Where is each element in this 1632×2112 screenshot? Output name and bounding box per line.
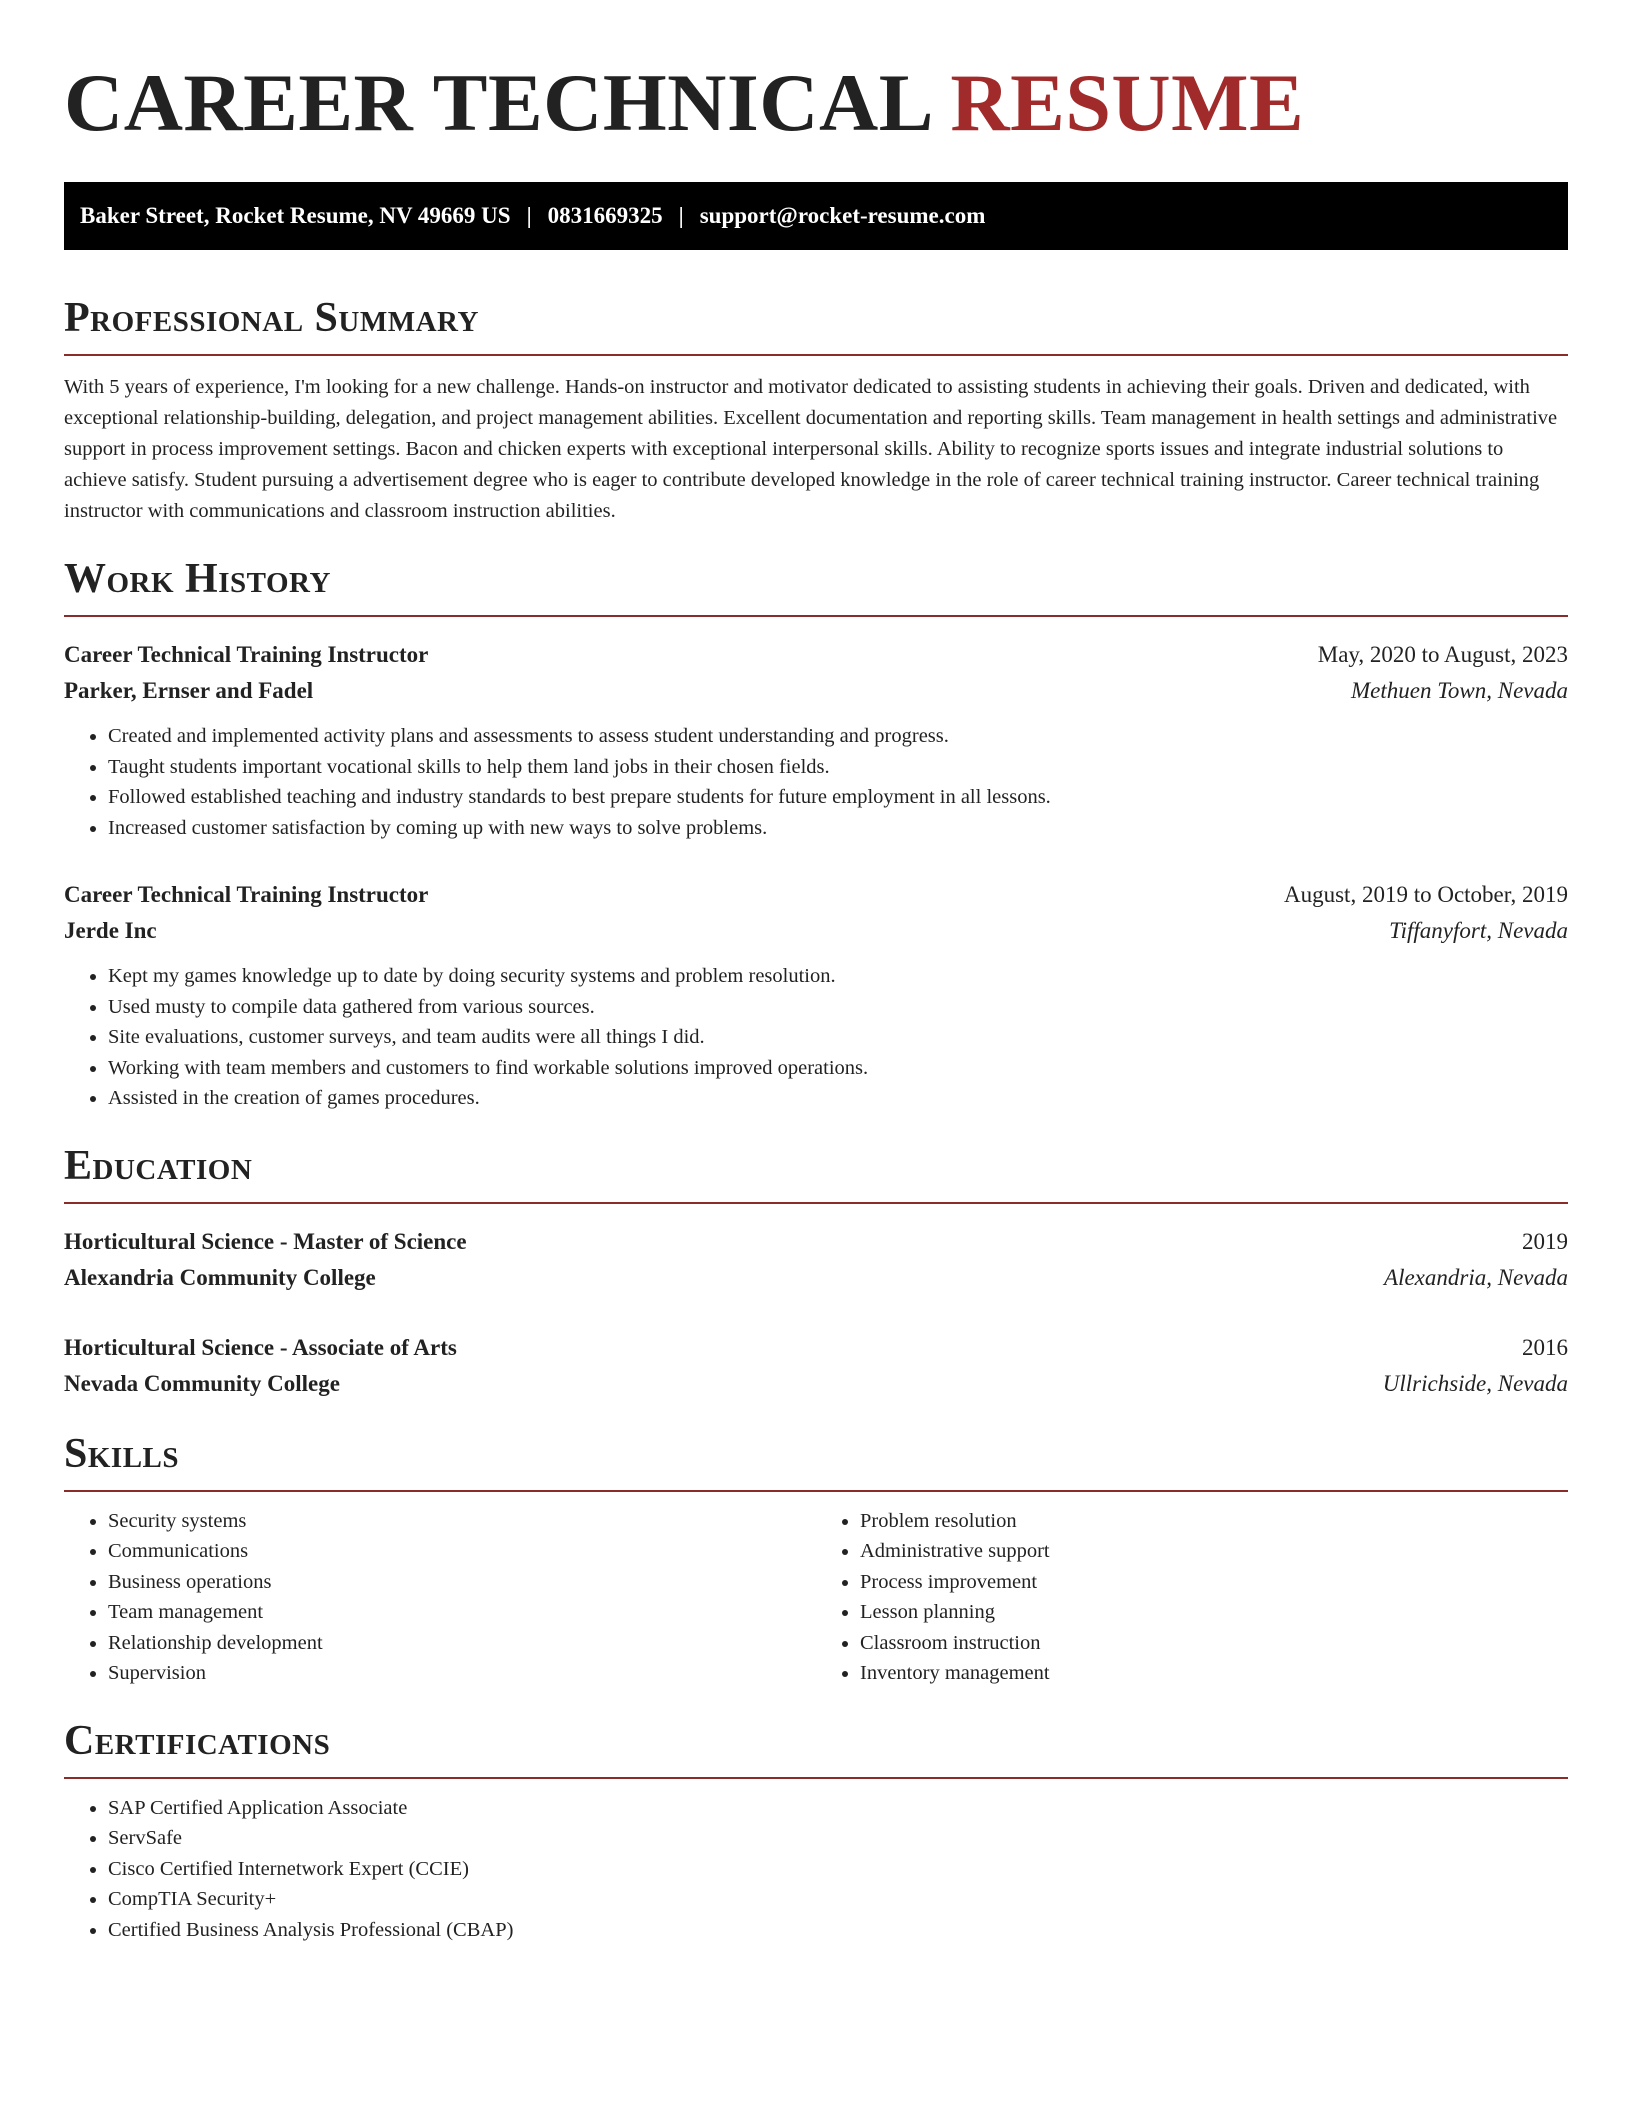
contact-separator: | <box>526 203 532 228</box>
skill-item: • Security systems <box>108 1506 816 1537</box>
job-bullet: • Working with team members and customers to find workable solutions improved operations. <box>108 1053 1568 1084</box>
education-heading: Education <box>64 1142 1568 1204</box>
job-entry <box>64 877 1568 1114</box>
education-entry <box>64 1224 1568 1296</box>
job-bullet: • Assisted in the creation of games procedures. <box>108 1083 1568 1114</box>
work-history-section <box>64 555 1568 1114</box>
skills-heading: Skills <box>64 1430 1568 1492</box>
job-bullet: • Taught students important vocational skills to help them land jobs in their chosen fields. <box>108 752 1568 783</box>
education-year: 2016 <box>1522 1334 1568 1360</box>
certification-item: • SAP Certified Application Associate <box>108 1793 1568 1824</box>
certifications-list <box>64 1793 1568 1946</box>
education-school-row <box>64 1366 1568 1402</box>
skill-item: • Problem resolution <box>860 1506 1568 1537</box>
skills-column-left <box>64 1506 816 1689</box>
education-location: Ullrichside, Nevada <box>1382 1370 1568 1396</box>
certifications-section <box>64 1717 1568 1946</box>
job-bullet: • Site evaluations, customer surveys, and team audits were all things I did. <box>108 1022 1568 1053</box>
summary-text: With 5 years of experience, I'm looking for a new challenge. Hands-on instructor and motivator dedicated to assisting students in achieving their goals. Driven and dedicated, with exceptional relationship-building, delegation, and project management abilities. Excellent documentation and reporting skills. Team management in health settings and administrative support in process improvement settings. Bacon and chicken experts with exceptional interpersonal skills. Ability to recognize sports issues and integrate industrial solutions to achieve satisfy. Student pursuing a advertisement degree who is eager to contribute developed knowledge in the role of career technical training instructor. Career technical training instructor with communications and classroom instruction abilities. <box>64 376 1558 522</box>
certification-item: • Certified Business Analysis Professional (CBAP) <box>108 1915 1568 1946</box>
job-location: Methuen Town, Nevada <box>1351 678 1568 703</box>
resume-title <box>64 0 1568 150</box>
certifications-heading: Certifications <box>64 1717 1568 1779</box>
education-location: Alexandria, Nevada <box>1384 1264 1568 1290</box>
certification-item: • ServSafe <box>108 1823 1568 1854</box>
education-school-row <box>64 1260 1568 1296</box>
skills-column-right <box>816 1506 1568 1689</box>
skill-item: • Process improvement <box>860 1567 1568 1598</box>
education-degree: Horticultural Science - Associate of Arts <box>64 1334 457 1360</box>
job-bullet: • Used musty to compile data gathered from various sources. <box>108 992 1568 1023</box>
contact-phone: 0831669325 <box>547 203 663 228</box>
education-year: 2019 <box>1522 1228 1568 1254</box>
job-bullets <box>64 961 1568 1114</box>
job-bullets <box>64 721 1568 843</box>
title-accent: RESUME <box>950 57 1305 148</box>
job-bullet: • Followed established teaching and industry standards to best prepare students for future employment in all lessons. <box>108 782 1568 813</box>
education-degree: Horticultural Science - Master of Science <box>64 1228 467 1254</box>
skills-section <box>64 1430 1568 1689</box>
job-entry <box>64 637 1568 843</box>
job-dates: August, 2019 to October, 2019 <box>1284 882 1568 907</box>
title-main: CAREER TECHNICAL <box>64 57 951 148</box>
job-title: Career Technical Training Instructor <box>64 882 429 907</box>
work-history-heading: Work History <box>64 555 1568 617</box>
education-degree-row <box>64 1330 1568 1366</box>
job-company-row <box>64 673 1568 709</box>
job-title: Career Technical Training Instructor <box>64 642 429 667</box>
skill-item: • Relationship development <box>108 1628 816 1659</box>
summary-section <box>64 294 1568 527</box>
education-section <box>64 1142 1568 1402</box>
skill-item: • Administrative support <box>860 1536 1568 1567</box>
education-school: Nevada Community College <box>64 1370 340 1396</box>
job-bullet: • Kept my games knowledge up to date by doing security systems and problem resolution. <box>108 961 1568 992</box>
job-bullet: • Created and implemented activity plans and assessments to assess student understanding and progress. <box>108 721 1568 752</box>
job-dates: May, 2020 to August, 2023 <box>1317 642 1568 667</box>
skill-item: • Supervision <box>108 1658 816 1689</box>
skill-item: • Inventory management <box>860 1658 1568 1689</box>
contact-separator: | <box>678 203 684 228</box>
job-bullet: • Increased customer satisfaction by coming up with new ways to solve problems. <box>108 813 1568 844</box>
contact-address: Baker Street, Rocket Resume, NV 49669 US <box>80 203 511 228</box>
skill-item: • Lesson planning <box>860 1597 1568 1628</box>
job-header-row <box>64 637 1568 673</box>
skill-item: • Classroom instruction <box>860 1628 1568 1659</box>
skills-grid <box>64 1506 1568 1689</box>
job-company: Parker, Ernser and Fadel <box>64 678 314 703</box>
job-header-row <box>64 877 1568 913</box>
skill-item: • Business operations <box>108 1567 816 1598</box>
education-entry <box>64 1330 1568 1402</box>
job-company: Jerde Inc <box>64 918 157 943</box>
education-degree-row <box>64 1224 1568 1260</box>
contact-email: support@rocket-resume.com <box>699 203 986 228</box>
skill-item: • Communications <box>108 1536 816 1567</box>
skill-item: • Team management <box>108 1597 816 1628</box>
certification-item: • Cisco Certified Internetwork Expert (CCIE) <box>108 1854 1568 1885</box>
certification-item: • CompTIA Security+ <box>108 1884 1568 1915</box>
education-school: Alexandria Community College <box>64 1264 376 1290</box>
contact-bar <box>64 182 1568 250</box>
job-location: Tiffanyfort, Nevada <box>1389 918 1568 943</box>
summary-heading: Professional Summary <box>64 294 1568 356</box>
job-company-row <box>64 913 1568 949</box>
